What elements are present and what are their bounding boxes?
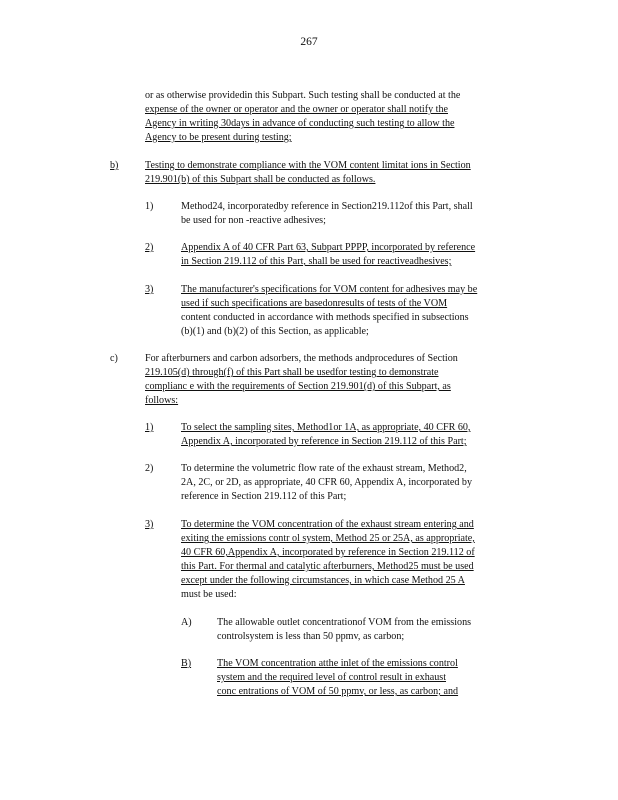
continuation-paragraph-line: or as otherwise providedin this Subpart. Such testing shall be conducted at the <box>145 90 461 101</box>
item-c-3-B-marker: B) <box>181 658 192 669</box>
item-c-marker: c) <box>110 353 118 364</box>
item-b-3-line: The manufacturer's specifications for VOM content for adhesives may be <box>181 284 478 295</box>
item-c-line: For afterburners and carbon adsorbers, the methods andprocedures of Section <box>145 353 458 364</box>
item-c-2-line: reference in Section 219.112 of this Part; <box>181 491 347 502</box>
item-c-3-B-line: The VOM concentration atthe inlet of the emissions control <box>217 658 458 669</box>
item-c-1-line: Appendix A, incorporated by reference in Section 219.112 of this Part; <box>181 436 467 447</box>
item-c-2-line: 2A, 2C, or 2D, as appropriate, 40 CFR 60, Appendix A, incorporated by <box>181 477 472 488</box>
item-c-1-line: To select the sampling sites, Method1or 1A, as appropriate, 40 CFR 60, <box>181 422 471 433</box>
item-c-2-line: To determine the volumetric flow rate of the exhaust stream, Method2, <box>181 463 467 474</box>
item-b-3-line: content conducted in accordance with methods specified in subsections <box>181 312 469 323</box>
item-c-2-marker: 2) <box>145 463 154 474</box>
item-c-1-marker: 1) <box>145 422 154 433</box>
item-c-3-line: 40 CFR 60,Appendix A, incorporated by reference in Section 219.112 of <box>181 547 475 558</box>
continuation-paragraph-line: Agency in writing 30days in advance of conducting such testing to allow the <box>145 118 455 129</box>
item-b-3-line: (b)(1) and (b)(2) of this Section, as applicable; <box>181 326 369 337</box>
item-c-3-B-line: system and the required level of control result in exhaust <box>217 672 447 683</box>
item-c-3-marker: 3) <box>145 519 154 530</box>
item-b-2-line: Appendix A of 40 CFR Part 63, Subpart PPPP, incorporated by reference <box>181 242 476 253</box>
item-c-3-line: must be used: <box>181 589 237 600</box>
item-b-line: Testing to demonstrate compliance with the VOM content limitat ions in Section <box>145 160 471 171</box>
item-b-1-line: be used for non -reactive adhesives; <box>181 215 326 226</box>
item-c-3-line: To determine the VOM concentration of the exhaust stream entering and <box>181 519 474 530</box>
item-b-line: 219.901(b) of this Subpart shall be conducted as follows. <box>145 174 376 185</box>
item-c-3-line: except under the following circumstances, in which case Method 25 A <box>181 575 465 586</box>
item-c-line: follows: <box>145 395 179 406</box>
item-b-2-line: in Section 219.112 of this Part, shall be used for reactiveadhesives; <box>181 256 452 267</box>
item-b-3-marker: 3) <box>145 284 154 295</box>
item-b-1-line: Method24, incorporatedby reference in Section219.112of this Part, shall <box>181 201 473 212</box>
item-c-line: complianc e with the requirements of Section 219.901(d) of this Subpart, as <box>145 381 451 392</box>
continuation-paragraph-line: Agency to be present during testing; <box>145 132 292 143</box>
item-c-3-A-line: controlsystem is less than 50 ppmv, as carbon; <box>217 631 405 642</box>
item-b-3-line: used if such specifications are basedonresults of tests of the VOM <box>181 298 448 309</box>
item-c-3-A-marker: A) <box>181 617 192 628</box>
item-b-2-marker: 2) <box>145 242 154 253</box>
item-c-3-B-line: conc entrations of VOM of 50 ppmv, or less, as carbon; and <box>217 686 459 697</box>
item-c-3-A-line: The allowable outlet concentrationof VOM from the emissions <box>217 617 472 628</box>
item-b-1-marker: 1) <box>145 201 154 212</box>
page-number: 267 <box>300 36 318 48</box>
item-c-3-line: this Part. For thermal and catalytic afterburners, Method25 must be used <box>181 561 474 572</box>
item-c-3-line: exiting the emissions contr ol system, Method 25 or 25A, as appropriate, <box>181 533 475 544</box>
continuation-paragraph-line: expense of the owner or operator and the owner or operator shall notify the <box>145 104 448 115</box>
item-c-line: 219.105(d) through(f) of this Part shall be usedfor testing to demonstrate <box>145 367 439 378</box>
item-b-marker: b) <box>110 160 119 171</box>
